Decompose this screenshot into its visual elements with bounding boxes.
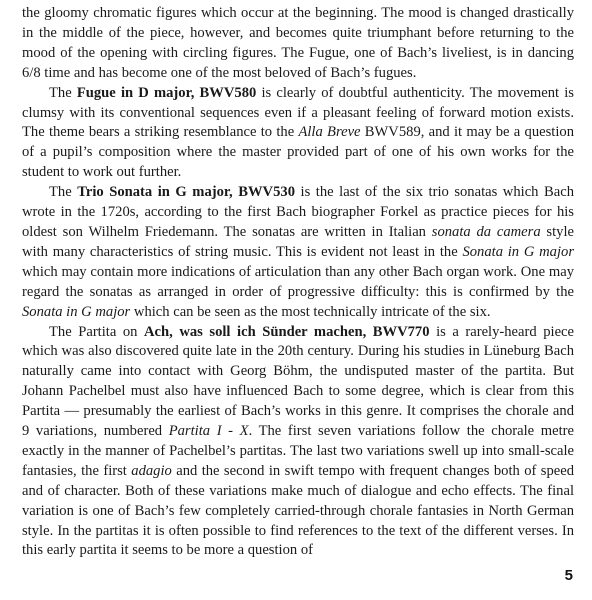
text-run: . The first seven variations follow the chorale metre exactly in the manner of Pachelbel’s partitas. The last two variations swell up into small-scale fantasies, the first: [22, 423, 575, 479]
text-run: The Partita on: [49, 323, 145, 340]
paragraph-3: [22, 183, 574, 322]
text-run: is clearly of doubtful authenticity. The movement is clumsy with its conventional sequences even if a pleasant feeling of forward motion exists. The theme bears a striking resemblance to the: [22, 84, 574, 141]
text-run: The: [49, 84, 77, 101]
italic-term: Sonata in G major: [22, 303, 131, 320]
paragraph-4: [22, 323, 574, 562]
paragraph-2: [22, 84, 574, 184]
text-run: and the second in swift tempo with frequent changes both of speed and of character. Both of these variations make much of dialogue and echo effects. The final variation is one of Bach’s few completely carried-through chorale fantasies in North German style. In the partitas it is often possible to find references to the text of the different verses. In this early partita it seems to be more a question of: [22, 462, 574, 559]
text-run: is a rarely-heard piece which was also discovered quite late in the 20th century. During his studies in Lüneburg Bach naturally came into contact with Georg Böhm, the undisputed master of the partita. But Johann Pachelbel must also have influenced Bach to some degree, which is clear from this Partita — presumably the earliest of Bach’s works in this genre. It comprises the chorale and 9 variations, numbered: [22, 323, 575, 440]
document-body: [22, 4, 574, 561]
text-run: The: [49, 184, 78, 201]
text-run: style with many characteristics of string music. This is evident not least in the: [22, 223, 574, 260]
text-run: the gloomy chromatic figures which occur at the beginning. The mood is changed drastically in the middle of the piece, however, and becomes quite triumphant before returning to the mood of the opening with circling figures. The Fugue, one of Bach’s liveliest, is in dancing 6/8 time and has become one of the most beloved of Bach’s fugues.: [22, 5, 574, 81]
bold-title: Fugue in D major, BWV580: [76, 84, 257, 101]
italic-term: Sonata in G major: [462, 243, 575, 260]
text-run: BWV589, and it may be a question of a pupil’s composition where the master provided part of one of his own works for the student to work out further.: [22, 124, 574, 181]
italic-term: adagio: [131, 462, 172, 479]
text-run: which can be seen as the most technically intricate of the six.: [130, 303, 491, 320]
bold-title: Trio Sonata in G major, BWV530: [77, 184, 295, 201]
page-number: 5: [564, 567, 573, 584]
paragraph-1: [22, 4, 574, 84]
text-run: which may contain more indications of articulation than any other Bach organ work. One may regard the sonatas as arranged in order of progressive difficulty: this is confirmed by the: [22, 263, 574, 300]
italic-term: Alla Breve: [298, 124, 361, 141]
bold-title: Ach, was soll ich Sünder machen, BWV770: [144, 323, 430, 340]
italic-term: sonata da camera: [431, 223, 541, 240]
italic-term: Partita I - X: [168, 423, 249, 440]
text-run: is the last of the six trio sonatas which Bach wrote in the 1720s, according to the first Bach biographer Forkel as practice pieces for his oldest son Wilhelm Friedemann. The sonatas are written in Italian: [22, 184, 574, 240]
